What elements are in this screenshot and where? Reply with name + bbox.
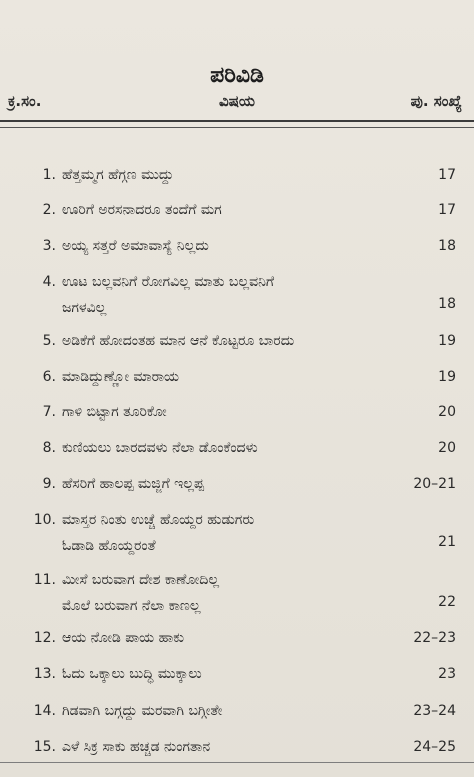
row-page: 22 [438,594,456,610]
row-page: 19 [438,369,456,385]
row-number: 7. [42,404,56,420]
row-title: ಕುಣಿಯಲು ಬಾರದವಳು ನೆಲಾ ಡೊಂಕೆಂದಳು [62,440,258,456]
row-title-line-1: ಮಾಸ್ತರ ನಿಂತು ಉಚ್ಚೆ ಹೊಯ್ದರ ಹುಡುಗರು [62,512,255,528]
header-rule-top [0,120,474,122]
page-title: ಪರಿವಿಡಿ [210,62,264,88]
row-page: 22–23 [413,630,456,646]
row-number: 4. [42,274,56,290]
row-page: 18 [438,238,456,254]
row-number: 5. [42,333,56,349]
row-page: 23 [438,666,456,682]
row-number: 6. [42,369,56,385]
row-title: ಅಯ್ಯ ಸತ್ತರೆ ಅಮಾವಾಸ್ಯೆ ನಿಲ್ಲದು [62,238,209,254]
row-title-line-1: ಊಟ ಬಲ್ಲವನಿಗೆ ರೋಗವಿಲ್ಲ ಮಾತು ಬಲ್ಲವನಿಗೆ [62,274,275,290]
row-page: 23–24 [413,703,456,719]
row-title: ಹೆಸರಿಗೆ ಹಾಲಪ್ಪ ಮಜ್ಜಿಗೆ ಇಲ್ಲಪ್ಪ [62,476,205,492]
header-serial-number: ಕ್ರ.ಸಂ. [8,92,42,110]
row-page: 17 [438,202,456,218]
row-title [62,274,372,316]
row-number: 14. [33,703,56,719]
row-title: ಹೆತ್ತಮ್ಮಗ ಹೆಗ್ಗಣ ಮುದ್ದು [62,167,174,183]
row-title: ಊರಿಗೆ ಅರಸನಾದರೂ ತಂದೆಗೆ ಮಗ [62,202,222,218]
header-rule-bottom [0,127,474,128]
row-title: ಗಿಡವಾಗಿ ಬಗ್ಗದ್ದು ಮರವಾಗಿ ಬಗ್ಗೀತೇ [62,703,223,719]
row-page: 19 [438,333,456,349]
row-title [62,572,372,614]
row-title: ಅಡಿಕೆಗೆ ಹೋದಂತಹ ಮಾನ ಆನೆ ಕೊಟ್ಟರೂ ಬಾರದು [62,333,295,349]
header-topic: ವಿಷಯ [219,92,255,110]
row-number: 10. [33,512,56,528]
row-number: 9. [42,476,56,492]
table-header [0,88,474,116]
row-page: 20–21 [413,476,456,492]
row-page: 24–25 [413,739,456,755]
row-page: 20 [438,440,456,456]
row-page: 17 [438,167,456,183]
row-title: ಎಳೆ ಸಿಕ್ರ ಸಾಕು ಹಚ್ಚಡ ನುಂಗತಾನ [62,739,211,755]
row-title-line-1: ಮೀಸೆ ಬರುವಾಗ ದೇಶ ಕಾಣೋದಿಲ್ಲ [62,572,220,588]
row-page: 21 [438,534,456,550]
header-page-number: ಪು. ಸಂಖ್ಯೆ [410,92,462,110]
row-page: 20 [438,404,456,420]
row-number: 3. [42,238,56,254]
row-title-line-2: ಜಗಳವಿಲ್ಲ [62,300,107,316]
row-title: ಆಯ ನೋಡಿ ಪಾಯ ಹಾಕು [62,630,185,646]
row-title: ಓದು ಒಕ್ಕಾಲು ಬುದ್ಧಿ ಮುಕ್ಕಾಲು [62,666,202,682]
row-page: 18 [438,296,456,312]
row-number: 11. [33,572,56,588]
row-number: 8. [42,440,56,456]
row-number: 12. [33,630,56,646]
row-title [62,512,372,554]
row-number: 15. [33,739,56,755]
row-number: 13. [33,666,56,682]
row-title-line-2: ಓಡಾಡಿ ಹೊಯ್ದರಂತೆ [62,538,156,554]
row-title-line-2: ಮೊಲೆ ಬರುವಾಗ ನೆಲಾ ಕಾಣಲ್ಲ [62,598,201,614]
row-number: 2. [42,202,56,218]
row-number: 1. [42,167,56,183]
row-title: ಮಾಡಿದ್ದುಣ್ಣೋ ಮಾರಾಯ [62,369,180,385]
row-title: ಗಾಳಿ ಬಿಟ್ಟಾಗ ತೂರಿಕೋ [62,404,167,420]
page-bottom-edge [0,762,474,763]
